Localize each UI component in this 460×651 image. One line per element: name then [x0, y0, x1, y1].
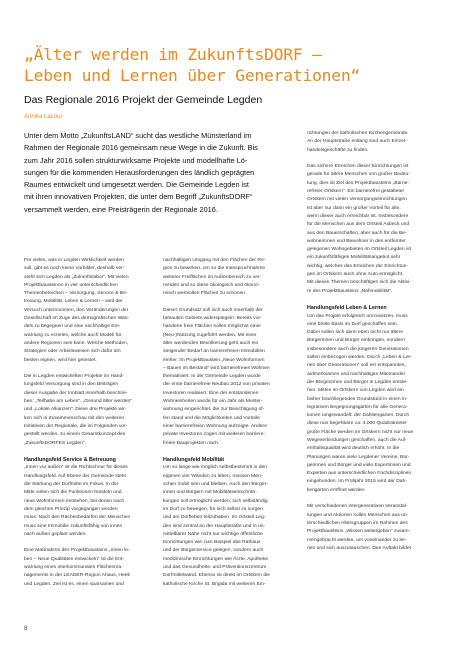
text-line: weiterer Freiflächen im Außenbereich zu ver- — [163, 274, 262, 280]
text-line: älter werdenden Bevölkerung geht auch ein — [163, 340, 259, 346]
text-line: Projektbausteinen in vier unterschiedlichen — [24, 282, 118, 288]
text-line: sollen einbezogen werden. Durch „Leben & Ler- — [307, 355, 412, 361]
paragraph — [24, 464, 149, 539]
text-line: Dabei sollen sich dann eben nicht nur ältere — [307, 330, 404, 336]
text-line: Einrichtungen wie zum Beispiel das Rathaus — [163, 540, 261, 546]
text-line: Eine Maßnahme des Projektbausteins „Innen le- — [24, 548, 130, 554]
text-line: der Bürgerinnen und Bürger in Legden entste- — [307, 379, 408, 385]
text-line: die Stärkung der Dorfmitte im Fokus. In der — [24, 482, 119, 488]
text-line: tungen und Aktionen sollen Menschen aus un- — [307, 512, 409, 518]
lead-line: zum Jahr 2016 sollen strukturwirksame Projekte und modellhafte Lö- — [24, 155, 248, 165]
text-line: muss: Nach den Rächenbedarfen der Menschen — [24, 515, 131, 521]
article-title-line-2: Leben und Lernen über Generationen“ — [24, 66, 361, 85]
text-line: ben – Neue Qualitäten entwickeln“ ist die Ent- — [24, 556, 125, 562]
text-line: und das Gesundheits- und Präventionszentrum — [163, 564, 267, 570]
lead-paragraph — [24, 130, 302, 216]
text-line: terschiedlichen Altersgruppen im Rahmen des — [307, 520, 408, 526]
text-line: Strategien oder Arbeitsweisen sich dafür am — [24, 349, 121, 355]
text-line: handene freie Flächen sollen möglichst einer — [163, 324, 261, 330]
text-line: den sind zentral an der Hauptstraße und in un- — [163, 523, 266, 529]
text-line: mengebracht werden, um voneinander zu ler- — [307, 537, 407, 543]
body-column-3 — [307, 130, 435, 553]
text-line: Die in Legden entwickelten Projekte im Hand- — [24, 374, 124, 380]
section-heading: Handlungsfeld Mobilität — [163, 457, 225, 464]
page-number: 8 — [24, 626, 28, 632]
text-line: Um das Projekt erfolgreich umzusetzen, muss — [307, 313, 408, 319]
text-line: diese nun begehbare ca. 4.000 Quadratmeter — [307, 421, 407, 427]
text-line: misch wertvollen Flächen zu schonen. — [163, 291, 247, 297]
text-line: und Legden. Ziel ist es, einen sparsamen und — [24, 581, 124, 587]
text-line: dels zu begegnen und eine nachhaltige Ent- — [24, 324, 121, 330]
text-line: Handlungsfeld. Auf Ebene der Gemeinde steht — [24, 473, 126, 479]
text-line: kungen soll ermöglicht werden, sich selbständig — [163, 498, 268, 504]
text-line: medizinische Einrichtungen wie Ärzte, Apotheke — [163, 556, 269, 562]
text-line: und der Bürgerservice gelegen, sondern auch — [163, 548, 264, 554]
text-line: eingebunden. Im Frühjahr 2015 wird der Dah- — [307, 479, 407, 485]
paragraph — [24, 373, 149, 448]
text-line: Ortskern mit vielen Versorgungseinrichtungen — [307, 197, 407, 203]
text-line: Das sichere Erreichen dieser Einrichtungen ist — [307, 164, 409, 170]
text-line: Bürgerinnen und Bürger einbringen, sondern — [307, 338, 405, 344]
text-line: nen und sich auszutauschen. Den Auftakt bildet — [307, 545, 412, 551]
text-line: richtungen der katholischen Kirchengemeinde. — [307, 131, 409, 136]
text-line: nen über Generationen“ soll ein entspanntes, — [307, 363, 406, 369]
text-line: innen und Bürgern mit Mobilitätseinschrän- — [163, 490, 257, 496]
paragraph — [307, 313, 435, 496]
text-line: hen. Mitten im Ortskern von Legden wird ein — [307, 388, 404, 394]
section-heading: Handlungsfeld Service & Betreuung — [24, 457, 116, 464]
text-line: aufmerksames und nachhaltiges Miteinander — [307, 371, 406, 377]
body-column-1 — [24, 257, 149, 589]
text-line: ben: „Teilhabe am Leben“, „Gesund älter werden“ — [24, 399, 132, 405]
text-line: Für vieles, was in Legden Wirklichkeit werden — [24, 258, 124, 263]
text-line: Themenbereichen – Versorgung, Service & Be- — [24, 291, 128, 297]
text-line: große Fläche werden im Ortskern nicht nur neue — [307, 429, 414, 435]
text-line: meiden und so diese ökologisch und ökono- — [163, 282, 260, 288]
text-line: wicklung eines interkommunalen Flächenma- — [24, 564, 123, 570]
text-line: einher. Im Projektbaustein „Neue Wohnformen — [163, 357, 265, 363]
text-line: Dieser Grundsatz soll sich auch innerhalb der — [163, 307, 263, 313]
text-line: „ZukunftsDORFES Legden“. — [24, 440, 87, 446]
text-line: gerinnen und Bürger und viele Expertinnen und — [307, 462, 411, 468]
text-line: (Neu-)Nutzung zugeführt werden. Mit einer — [163, 332, 257, 338]
text-line: wicklung zu erzielen, welche auch Modell für — [24, 332, 122, 338]
text-line: der erste barrierefreie Neubau 2012 von privaten — [163, 382, 270, 388]
text-line: für die Menschen aus dem Ortsteil Asbeck und — [307, 222, 410, 228]
text-line: aus den Bauerschaften, aber auch für die Be- — [307, 230, 407, 236]
text-line: dem gleichen Prinzip vorgegangen werden — [24, 506, 118, 512]
text-line: neue Wohnformen entstehen, bei denen nach — [24, 498, 125, 504]
text-line: Planungen waren viele Legdener Vereine, Bür- — [307, 454, 410, 460]
text-line: Dorfmittelwand. Ebenso ist direkt im Ortskern die — [163, 573, 271, 579]
text-line: dieser Ausgabe der Innblatt innerhalb beschrie- — [24, 390, 128, 396]
text-line: steigender Bedarf an barrierefreien Immobilien — [163, 349, 265, 355]
paragraph — [307, 163, 435, 296]
text-line: ist aber nur dann ein großer Vorteil für alle, — [307, 205, 401, 211]
text-line: soll, gibt es noch keine Vorbilder, deshalb ver- — [24, 266, 125, 272]
text-line: Experten aus unterschiedlichen Fachdisziplinen — [307, 471, 412, 477]
text-line: wichtig, welches das Erreichen der Einrichtun- — [307, 263, 408, 269]
text-line: Wohneinheiten wurde für ein Jahr als Muster- — [163, 399, 263, 405]
text-line: freien Bauprojekten nach. — [163, 440, 220, 446]
text-line: und „Lokale Allianzen“. Diese drei Projekte wir- — [24, 407, 127, 413]
text-line: muss eine Immobilie zukunftsfähig von innen — [24, 523, 123, 529]
text-line: refreier Ortskern“. Ein barrierefrei gestalteter — [307, 189, 405, 195]
lead-line: versammelt werden, eine Preisträgerin der Regionale 2016. — [24, 204, 218, 214]
body-column-2 — [163, 257, 288, 589]
text-line: lungsfeld Versorgung sind in den Beiträgen — [24, 382, 119, 388]
text-line: Mit diesen Themen beschäftigen sich die Aktivi- — [307, 280, 411, 286]
text-line: Mitte sollen sich die Funktionen bündeln und — [24, 490, 122, 496]
text-line: gerade für ältere Menschen von großer Bedeu- — [307, 172, 410, 178]
text-line: private Investoren zogen mit weiteren barriere- — [163, 432, 266, 438]
text-line: handelsgeschäfte zu finden. — [307, 147, 369, 153]
text-line: ken sich in Zusammenschau mit den weiteren — [24, 415, 125, 421]
text-line: fen stand und die Möglichkeiten und Vorteile — [163, 415, 260, 421]
lead-line: mit ihren innovativen Projekten, die unter dem Begriff „ZukunftsDORF“ — [24, 192, 253, 202]
text-line: Investoren realisiert. Eine der entstandenen — [163, 390, 259, 396]
text-line: bisher brachliegendes Grundstück in einen in- — [307, 396, 408, 402]
text-line: – Bauen im Bestand“ wird barrierefreies Wohnen — [163, 365, 270, 371]
text-line: eigenen vier Wänden zu leben, müssen Men- — [163, 473, 263, 479]
text-line: wenn dieser auch erreichbar ist. Insbesondere — [307, 213, 409, 219]
paragraph — [307, 130, 435, 155]
lead-line: sungen für die kommenden Herausforderungen des ländlich geprägten — [24, 167, 255, 177]
text-line: bebauten Gebiete widerspiegeln: Bereits vor- — [163, 316, 262, 322]
text-line: und am Dorfleben teilzuhaben. Im Ortsteil Leg- — [163, 515, 266, 521]
text-line: gestellt werden, zu einem Gesamtkonzept des — [24, 432, 126, 438]
paragraph — [163, 307, 288, 448]
text-line: tionen umgewandelt: der Dahliengarten. Durch — [307, 413, 410, 419]
text-line: An der Hauptstraße entlang sind auch Einzel- — [307, 139, 407, 145]
article-title — [24, 44, 444, 86]
lead-line: Rahmen der Regionale 2016 gemeinsam neue Wege in die Zukunft. Bis — [24, 143, 258, 153]
paragraph — [307, 503, 435, 553]
paragraph — [24, 257, 149, 365]
paragraph — [163, 464, 288, 588]
text-line: andere Regionen sein kann. Welche Methoden, — [24, 340, 129, 346]
text-line: gion zu bewirken, um so die Inanspruchnahme — [163, 266, 266, 272]
text-line: gelegenen Wohngebieten im Ortsteil Legden ist — [307, 247, 411, 253]
text-line: im Dorf zu bewegen, für sich selbst zu sorgen — [163, 506, 263, 512]
lead-line: Raumes entwickelt und umgesetzt werden. Die Gemeinde Legden ist — [24, 180, 249, 190]
paragraph — [24, 547, 149, 588]
text-line: Wegeverbindungen geschaffen, auch die Auf- — [307, 437, 407, 443]
text-line: Projektbausteins „Wissen weitergeben“ zusam- — [307, 529, 411, 535]
text-line: thematisiert. In der Gemeinde Legden wurde — [163, 374, 261, 380]
author-name: Annika Lacour — [24, 114, 63, 120]
text-line: nach außen geplant werden. — [24, 531, 87, 537]
text-line: nagements in der LEADER-Region Ahaus, Heek — [24, 573, 130, 579]
article-title-line-1: „Älter werden im ZukunftsDORF – — [24, 45, 322, 64]
text-line: besten eignen, wird hier getestet. — [24, 357, 97, 363]
text-line: tung; dies ist Ziel des Projektbausteins „Barrie- — [307, 180, 410, 186]
paragraph — [163, 257, 288, 298]
text-line: insbesondere auch die jüngeren Generationen — [307, 346, 409, 352]
text-line: steht sich Legden als „Zukunftslabor“. Mit vielen — [24, 274, 129, 280]
text-line: wohnung eingerichtet, die zur Besichtigung of- — [163, 407, 265, 413]
lead-line: Unter dem Motto „ZukunftsLAND“ sucht das westliche Münsterland im — [24, 131, 252, 140]
text-line: Mit verschiedenen intergenerativen Veranstal- — [307, 504, 408, 510]
text-line: nachhaltigen Umgang mit den Flächen der Re- — [163, 258, 266, 263]
text-line: Gesellschaft im Zuge des demografischen Wan- — [24, 316, 130, 322]
text-line: mittelbarer Nähe nicht nur wichtige öffentliche — [163, 531, 263, 537]
text-line: ein zukunftsfähiges Mobilitätsangebot sehr — [307, 255, 401, 261]
text-line: liengarten eröffnet werden. — [307, 487, 366, 493]
text-line: Initiativen der Regionale, die im Folgenden vor- — [24, 423, 128, 429]
text-line: katholische Kirche St. Brigida mit weiteren Ein- — [163, 581, 266, 587]
text-line: treuung, Mobilität, Leben & Lernen – wird der — [24, 299, 123, 305]
text-line: „Innen vor außen“ ist die Richtschnur für dieses — [24, 465, 128, 471]
text-line: einer barrierefreien Wohnung aufzeigte. Andere — [163, 423, 267, 429]
text-line: Versuch unternommen, den Veränderungen der — [24, 307, 129, 313]
text-line: Um so lange wie möglich selbstbestimmt in den — [163, 465, 268, 471]
text-line: re des Projektbausteins „Nahmobilität“. — [307, 288, 393, 294]
text-line: schen mobil sein und bleiben. Auch den Bürger- — [163, 482, 268, 488]
text-line: enthaltsqualität wird deutlich erhöht. In die — [307, 446, 400, 452]
text-line: eine breite Basis im Dorf geschaffen sein. — [307, 321, 399, 327]
section-heading: Handlungsfeld Leben & Lernen — [307, 305, 387, 312]
text-line: tegrativen Begegnungsgarten für alle Genera- — [307, 404, 408, 410]
text-line: wohnerinnen und Bewohner in den entfernter — [307, 238, 406, 244]
text-line: gen im Ortskern auch ohne Auto ermöglicht. — [307, 272, 404, 278]
article-subtitle: Das Regionale 2016 Projekt der Gemeinde Legden — [24, 94, 263, 106]
